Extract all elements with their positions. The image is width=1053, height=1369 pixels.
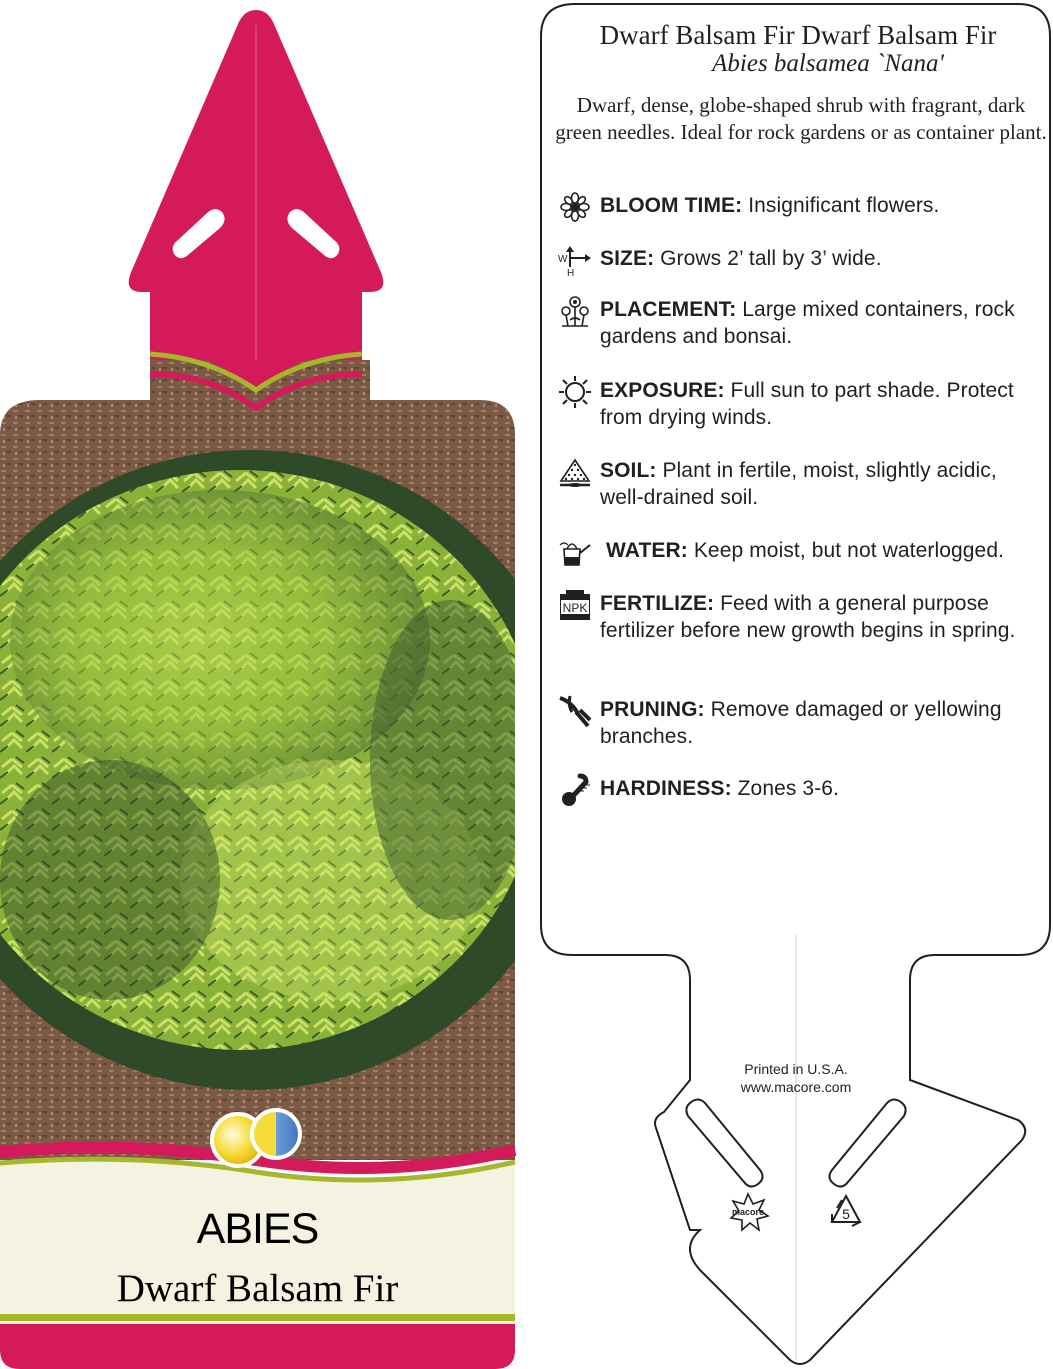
npk-text: NPK	[562, 601, 588, 615]
size-h-letter: H	[567, 268, 575, 277]
exposure-value: Full sun to part shade. Protect from drying winds.	[600, 379, 1014, 429]
thermometer-icon	[558, 773, 592, 807]
watering-can-icon	[558, 535, 592, 569]
npk-fertilizer-icon	[558, 588, 592, 622]
recycle-number: 5	[842, 1206, 850, 1222]
hardiness-label: HARDINESS:	[600, 777, 732, 800]
sun-icon	[558, 375, 592, 409]
bloom-time-value: Insignificant flowers.	[748, 194, 940, 217]
placement-label: PLACEMENT:	[600, 298, 737, 321]
soil-pile-icon	[558, 455, 592, 489]
size-value: Grows 2’ tall by 3’ wide.	[660, 247, 882, 270]
soil-label: SOIL:	[600, 459, 657, 482]
water-value: Keep moist, but not waterlogged.	[693, 539, 1005, 562]
front-name-block	[0, 1205, 515, 1311]
website: www.macore.com	[740, 1079, 852, 1095]
size-label: SIZE:	[600, 247, 655, 270]
back-title: Dwarf Balsam Fir Dwarf Balsam Fir	[599, 20, 997, 50]
care-attributes	[548, 0, 1048, 900]
fertilize-value: Feed with a general purpose fertilizer before new growth begins in spring.	[600, 592, 1016, 642]
plant-photo	[0, 340, 580, 1160]
hardiness-value: Zones 3-6.	[737, 777, 840, 800]
size-arrows-icon	[558, 243, 592, 277]
placement-value: Large mixed containers, rock gardens and bonsai.	[600, 298, 1015, 348]
water-label: WATER:	[606, 539, 688, 562]
macore-logo-text: macore	[731, 1207, 765, 1217]
pruning-value: Remove damaged or yellowing branches.	[600, 698, 1002, 748]
size-w-letter: W	[558, 254, 568, 265]
printed-in: Printed in U.S.A.	[744, 1061, 848, 1077]
placement-flowers-icon	[558, 294, 592, 328]
latin-name: Abies balsamea `Nana'	[712, 50, 944, 77]
bloom-time-label: BLOOM TIME:	[600, 194, 743, 217]
bottom-band	[0, 1324, 515, 1369]
pruning-shears-icon	[558, 694, 592, 728]
pruning-label: PRUNING:	[600, 698, 705, 721]
soil-value: Plant in fertile, moist, slightly acidic, well-drained soil.	[600, 459, 997, 509]
plant-description: Dwarf, dense, globe-shaped shrub with fragrant, dark green needles. Ideal for rock gardens or as container plant.	[555, 93, 1047, 144]
common-name: Dwarf Balsam Fir	[116, 1267, 399, 1310]
printer-info	[711, 1060, 881, 1096]
genus-name: ABIES	[196, 1205, 319, 1253]
exposure-label: EXPOSURE:	[600, 379, 725, 402]
part-shade-dot	[252, 1110, 300, 1158]
fertilize-label: FERTILIZE:	[600, 592, 715, 615]
flower-icon	[558, 190, 592, 224]
